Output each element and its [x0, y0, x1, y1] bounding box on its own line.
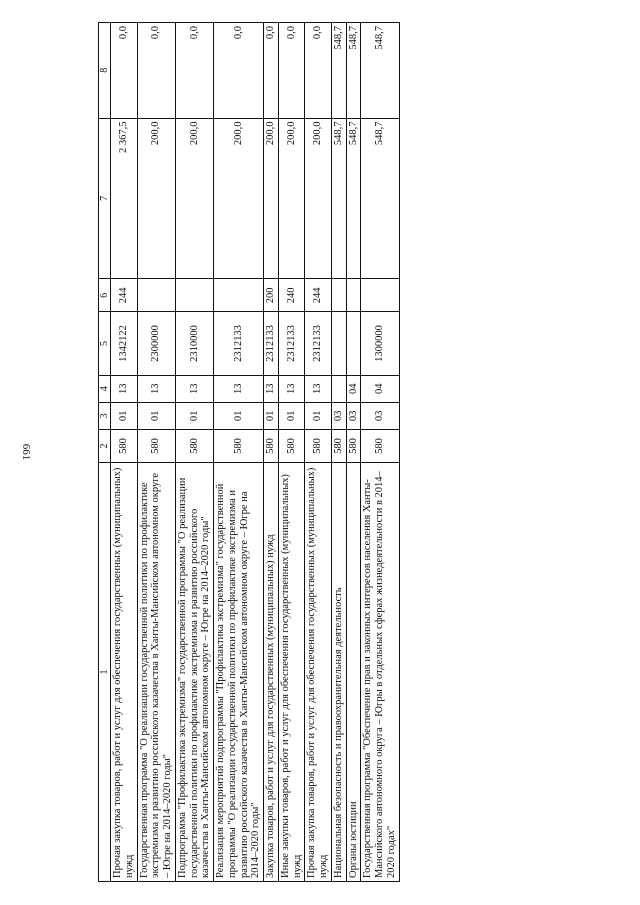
table-cell-c6: 200 — [264, 279, 279, 312]
table-cell-c4: 13 — [214, 375, 264, 402]
rotated-page — [98, 22, 538, 882]
table-row — [278, 23, 305, 882]
table-cell-c2: 580 — [214, 429, 264, 462]
table-cell-c1: Прочая закупка товаров, работ и услуг для обеспечения государственных (муниципальных) нужд — [305, 463, 332, 882]
table-cell-c3: 03 — [331, 402, 346, 429]
table-cell-c6 — [175, 279, 213, 312]
table-cell-c6 — [346, 279, 361, 312]
table-row — [346, 23, 361, 882]
table-cell-c5: 2310000 — [175, 312, 213, 375]
header-cell: 4 — [99, 375, 111, 402]
table-cell-c1: Прочая закупка товаров, работ и услуг для обеспечения государственных (муниципальных) нужд — [111, 463, 138, 882]
table-cell-c7: 548,7 — [361, 118, 399, 279]
table-cell-c6 — [331, 279, 346, 312]
table-cell-c8: 0,0 — [264, 23, 279, 119]
header-cell: 3 — [99, 402, 111, 429]
table-cell-c3: 03 — [361, 402, 399, 429]
table-cell-c8: 0,0 — [175, 23, 213, 119]
table-cell-c8: 548,7 — [361, 23, 399, 119]
table-cell-c3: 01 — [305, 402, 332, 429]
table-cell-c1: Государственная программа "Обеспечение прав и законных интересов населения Ханты-Мансийского автономного округа – Югры в отдельных сферах жизнедеятельности в 2014–2020 годах" — [361, 463, 399, 882]
table-cell-c3: 01 — [111, 402, 138, 429]
table-cell-c5: 2312133 — [214, 312, 264, 375]
table-cell-c2: 580 — [111, 429, 138, 462]
header-cell: 7 — [99, 118, 111, 279]
table-cell-c6 — [361, 279, 399, 312]
table-cell-c2: 580 — [264, 429, 279, 462]
table-cell-c8: 0,0 — [214, 23, 264, 119]
table-cell-c2: 580 — [305, 429, 332, 462]
table-cell-c5 — [346, 312, 361, 375]
table-cell-c6: 244 — [305, 279, 332, 312]
header-cell: 8 — [99, 23, 111, 119]
table-cell-c8: 0,0 — [278, 23, 305, 119]
table-cell-c7: 548,7 — [346, 118, 361, 279]
table-row — [137, 23, 175, 882]
table-cell-c7: 2 367,5 — [111, 118, 138, 279]
table-cell-c8: 0,0 — [305, 23, 332, 119]
table-cell-c3: 01 — [137, 402, 175, 429]
table-cell-c7: 200,0 — [264, 118, 279, 279]
table-cell-c4: 04 — [346, 375, 361, 402]
table-cell-c7: 200,0 — [175, 118, 213, 279]
table-cell-c7: 548,7 — [331, 118, 346, 279]
table-cell-c2: 580 — [278, 429, 305, 462]
table-cell-c6 — [214, 279, 264, 312]
table-cell-c3: 01 — [264, 402, 279, 429]
table-cell-c8: 548,7 — [331, 23, 346, 119]
table-row — [111, 23, 138, 882]
table-cell-c5: 1342122 — [111, 312, 138, 375]
header-cell: 5 — [99, 312, 111, 375]
table-cell-c6: 244 — [111, 279, 138, 312]
table-row — [305, 23, 332, 882]
table-cell-c5 — [331, 312, 346, 375]
table-cell-c4: 13 — [278, 375, 305, 402]
table-cell-c5: 1300000 — [361, 312, 399, 375]
header-cell: 1 — [99, 463, 111, 882]
table-row — [264, 23, 279, 882]
table-cell-c4: 13 — [137, 375, 175, 402]
table-cell-c5: 2300000 — [137, 312, 175, 375]
table-cell-c3: 01 — [278, 402, 305, 429]
table-cell-c6: 240 — [278, 279, 305, 312]
table-cell-c7: 200,0 — [137, 118, 175, 279]
table-cell-c4: 04 — [361, 375, 399, 402]
table-cell-c2: 580 — [331, 429, 346, 462]
table-cell-c4: 13 — [111, 375, 138, 402]
table-cell-c4: 13 — [264, 375, 279, 402]
table-cell-c7: 200,0 — [305, 118, 332, 279]
budget-table — [98, 22, 400, 882]
page-number: 661 — [20, 443, 32, 461]
table-cell-c8: 0,0 — [111, 23, 138, 119]
table-row — [331, 23, 346, 882]
table-row — [175, 23, 213, 882]
table-row — [214, 23, 264, 882]
table-cell-c8: 548,7 — [346, 23, 361, 119]
table-cell-c2: 580 — [137, 429, 175, 462]
table-cell-c1: Национальная безопасность и правоохранительная деятельность — [331, 463, 346, 882]
table-cell-c3: 03 — [346, 402, 361, 429]
table-cell-c3: 01 — [175, 402, 213, 429]
table-cell-c1: Подпрограмма "Профилактика экстремизма" государственной программы "О реализации государственной политики по профилактике экстремизма и развитию российского казачества в Ханты-Мансийском автономном округе – Югре на 2014–2020 годы" — [175, 463, 213, 882]
table-row — [361, 23, 399, 882]
table-cell-c2: 580 — [361, 429, 399, 462]
header-row — [99, 23, 111, 882]
header-cell: 2 — [99, 429, 111, 462]
table-cell-c2: 580 — [175, 429, 213, 462]
table-cell-c1: Реализация мероприятий подпрограммы "Профилактика экстремизма" государственной программы "О реализации государственной политики по профилактике экстремизма и развитию российского казачества в Ханты-Мансийском автономном округе – Югре на 2014–2020 годы" — [214, 463, 264, 882]
table-cell-c8: 0,0 — [137, 23, 175, 119]
table-cell-c5: 2312133 — [305, 312, 332, 375]
table-cell-c1: Закупка товаров, работ и услуг для государственных (муниципальных) нужд — [264, 463, 279, 882]
table-cell-c2: 580 — [346, 429, 361, 462]
table-cell-c5: 2312133 — [278, 312, 305, 375]
table-cell-c3: 01 — [214, 402, 264, 429]
table-cell-c7: 200,0 — [278, 118, 305, 279]
table-cell-c1: Органы юстиции — [346, 463, 361, 882]
table-cell-c4: 13 — [175, 375, 213, 402]
table-cell-c6 — [137, 279, 175, 312]
table-cell-c4 — [331, 375, 346, 402]
table-cell-c5: 2312133 — [264, 312, 279, 375]
header-cell: 6 — [99, 279, 111, 312]
table-cell-c7: 200,0 — [214, 118, 264, 279]
table-cell-c1: Государственная программа "О реализации государственной политики по профилактике экстремизма и развитию российского казачества в Ханты-Мансийском автономном округе – Югре на 2014–2020 годы" — [137, 463, 175, 882]
table-cell-c1: Иные закупки товаров, работ и услуг для обеспечения государственных (муниципальных) нужд — [278, 463, 305, 882]
table-cell-c4: 13 — [305, 375, 332, 402]
